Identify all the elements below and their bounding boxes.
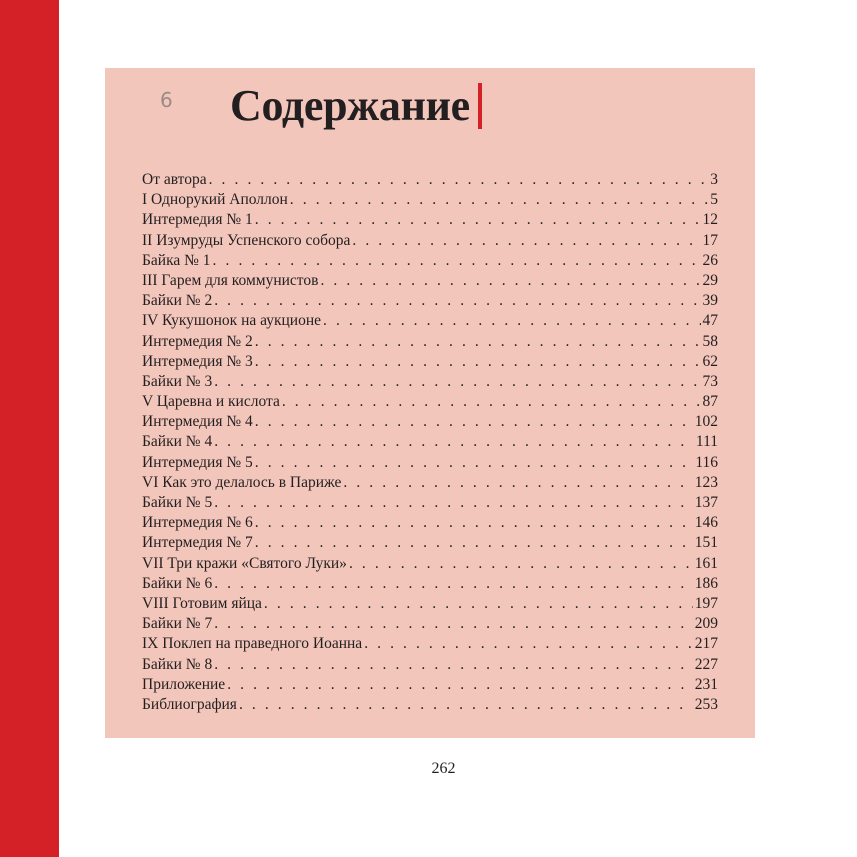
toc-entry-page: 29 [702, 271, 718, 289]
toc-entry [142, 392, 718, 412]
dot-leader [255, 453, 694, 473]
dot-leader [282, 392, 701, 412]
dot-leader [209, 170, 709, 190]
toc-entry [142, 675, 718, 695]
toc-entry-page: 87 [702, 393, 718, 411]
toc-entry-page: 231 [694, 675, 718, 693]
toc-entry [142, 291, 718, 311]
toc-entry [142, 412, 718, 432]
toc-entry-title: Байки № 3 [142, 372, 213, 390]
toc-entry-page: 227 [694, 655, 718, 673]
dot-leader [227, 675, 693, 695]
toc-entry-title: Байка № 1 [142, 251, 211, 269]
toc-entry-title: Библиография [142, 695, 237, 713]
toc-entry-page: 209 [694, 615, 718, 633]
toc-entry-page: 116 [695, 453, 718, 471]
toc-entry-page: 17 [702, 231, 718, 249]
toc-entry [142, 493, 718, 513]
toc-entry-page: 146 [694, 514, 718, 532]
dot-leader [255, 412, 693, 432]
toc-entry-page: 5 [710, 191, 718, 209]
toc-entry [142, 432, 718, 452]
toc-entry [142, 271, 718, 291]
toc-entry-page: 123 [694, 473, 718, 491]
toc-entry-page: 47 [702, 312, 718, 330]
toc-entry [142, 190, 718, 210]
toc-entry-title: I Однорукий Аполлон [142, 191, 288, 209]
toc-entry-page: 39 [702, 292, 718, 310]
toc-entry-page: 186 [694, 574, 718, 592]
toc-entry-title: Интермедия № 1 [142, 211, 253, 229]
dot-leader [352, 231, 700, 251]
toc-list [142, 170, 718, 715]
toc-entry-title: Интермедия № 4 [142, 413, 253, 431]
title-block [230, 78, 482, 134]
title-accent-bar [478, 83, 482, 129]
toc-entry [142, 231, 718, 251]
dot-leader [239, 695, 693, 715]
toc-entry [142, 533, 718, 553]
toc-entry-title: VI Как это делалось в Париже [142, 473, 342, 491]
toc-entry-title: VIII Готовим яйца [142, 594, 262, 612]
toc-entry-page: 12 [702, 211, 718, 229]
page-number: 262 [431, 760, 456, 777]
toc-entry-title: II Изумруды Успенского собора [142, 231, 351, 249]
dot-leader [255, 352, 701, 372]
dot-leader [290, 190, 708, 210]
dot-leader [323, 311, 700, 331]
toc-entry-page: 151 [694, 534, 718, 552]
dot-leader [364, 634, 693, 654]
toc-entry-title: Интермедия № 7 [142, 534, 253, 552]
toc-entry-title: От автора [142, 171, 207, 188]
toc-entry [142, 695, 718, 715]
toc-entry [142, 210, 718, 230]
toc-entry [142, 352, 718, 372]
toc-entry-title: Байки № 6 [142, 574, 213, 592]
toc-entry-title: V Царевна и кислота [142, 393, 280, 411]
dot-leader [214, 655, 693, 675]
dot-leader [214, 614, 693, 634]
toc-entry-page: 3 [710, 171, 718, 188]
toc-entry-page: 253 [694, 695, 718, 713]
dot-leader [255, 513, 693, 533]
toc-entry [142, 311, 718, 331]
toc-entry-title: Интермедия № 2 [142, 332, 253, 350]
toc-entry-title: Интермедия № 6 [142, 514, 253, 532]
toc-entry [142, 332, 718, 352]
dot-leader [255, 210, 701, 230]
toc-entry-page: 62 [702, 352, 718, 370]
dot-leader [214, 493, 693, 513]
dot-leader [214, 372, 700, 392]
toc-entry-page: 26 [702, 251, 718, 269]
toc-entry-title: Байки № 4 [142, 433, 213, 451]
toc-entry [142, 251, 718, 271]
dot-leader [343, 473, 692, 493]
toc-entry-page: 161 [694, 554, 718, 572]
dot-leader [349, 554, 693, 574]
dot-leader [214, 432, 694, 452]
dot-leader [214, 291, 700, 311]
toc-entry-page: 58 [702, 332, 718, 350]
toc-entry-page: 102 [694, 413, 718, 431]
toc-entry [142, 594, 718, 614]
toc-entry [142, 614, 718, 634]
toc-entry [142, 554, 718, 574]
toc-entry [142, 634, 718, 654]
dot-leader [213, 251, 701, 271]
toc-entry [142, 574, 718, 594]
dot-leader [264, 594, 693, 614]
toc-entry [142, 473, 718, 493]
toc-entry-title: III Гарем для коммунистов [142, 271, 319, 289]
toc-entry-page: 137 [694, 494, 718, 511]
toc-entry [142, 170, 718, 190]
page-title: Содержание [230, 81, 470, 130]
toc-entry-page: 217 [694, 635, 718, 653]
section-mark: 6 [160, 88, 173, 112]
dot-leader [214, 574, 693, 594]
toc-entry-page: 197 [694, 594, 718, 612]
toc-entry [142, 372, 718, 392]
toc-entry [142, 453, 718, 473]
toc-entry [142, 655, 718, 675]
toc-entry-title: Интермедия № 5 [142, 453, 253, 471]
toc-entry-title: Байки № 5 [142, 494, 213, 511]
toc-entry-title: VII Три кражи «Святого Луки» [142, 554, 347, 572]
dot-leader [320, 271, 700, 291]
toc-entry-page: 73 [702, 372, 718, 390]
dot-leader [255, 533, 693, 553]
toc-entry-title: IX Поклеп на праведного Иоанна [142, 635, 363, 653]
red-side-bar [0, 0, 59, 857]
toc-entry-title: Приложение [142, 675, 226, 693]
toc-entry-title: Байки № 2 [142, 292, 213, 310]
toc-entry [142, 513, 718, 533]
toc-entry-title: Байки № 7 [142, 615, 213, 633]
toc-entry-title: Интермедия № 3 [142, 352, 253, 370]
dot-leader [255, 332, 701, 352]
toc-entry-page: 111 [695, 433, 718, 451]
toc-entry-title: IV Кукушонок на аукционе [142, 312, 322, 330]
table-of-contents-panel [105, 68, 755, 738]
toc-entry-title: Байки № 8 [142, 655, 213, 673]
